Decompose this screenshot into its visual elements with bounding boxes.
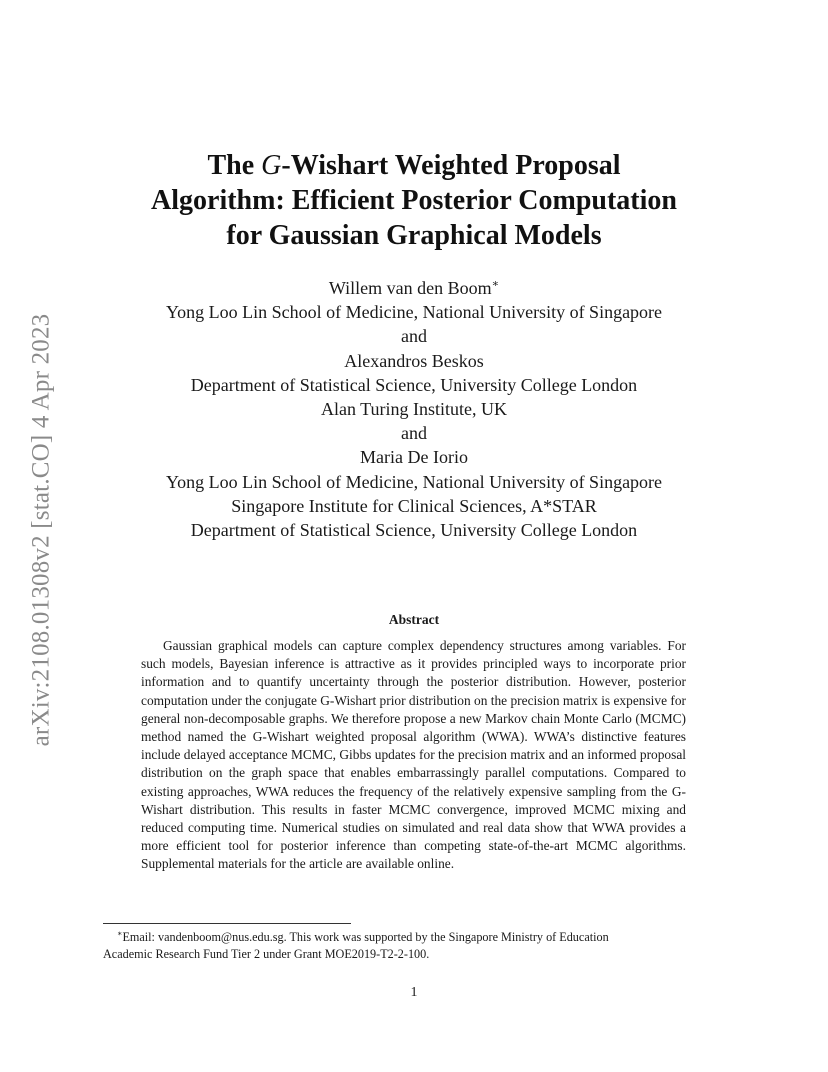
author-line: Yong Loo Lin School of Medicine, National University of Singapore xyxy=(165,302,663,323)
author-line: and xyxy=(401,423,427,444)
author-line: Alan Turing Institute, UK xyxy=(320,399,507,420)
title-italic-g: G xyxy=(261,150,282,181)
footnote-line-2: Academic Research Fund Tier 2 under Grant MOE2019-T2-2-100. xyxy=(103,946,430,961)
author-footnote-mark: ∗ xyxy=(491,278,500,290)
author-line: Singapore Institute for Clinical Sciences, A*STAR xyxy=(231,495,597,516)
footnote-rule xyxy=(103,923,351,924)
author-line: Maria De Iorio xyxy=(360,447,468,468)
arxiv-identifier-stamp xyxy=(21,290,61,770)
author-line: and xyxy=(401,326,427,347)
author-line: Yong Loo Lin School of Medicine, National University of Singapore xyxy=(165,471,663,492)
footnote-line-1: ∗Email: vandenboom@nus.edu.sg. This work was supported by the Singapore Ministry of Education xyxy=(117,929,609,945)
abstract-body xyxy=(141,637,686,874)
abstract-text: Gaussian graphical models can capture complex dependency structures among variables. For such models, Bayesian inference is attractive as it provides principled ways to incorporate prior information and to quantify uncertainty through the posterior distribution. However, posterior computation under the conjugate G-Wishart prior distribution on the precision matrix is expensive for general non-decomposable graphs. We therefore propose a new Markov chain Monte Carlo (MCMC) method named the G-Wishart weighted proposal algorithm (WWA). WWA’s distinctive features include delayed acceptance MCMC, Gibbs updates for the precision matrix and an informed proposal distribution on the graph space that enables embarrassingly parallel computations. Compared to existing approaches, WWA reduces the frequency of the relatively expensive sampling from the G-Wishart distribution. This results in faster MCMC convergence, improved MCMC mixing and reduced computing time. Numerical studies on simulated and real data show that WWA provides a more efficient tool for posterior inference than competing state-of-the-art MCMC algorithms. Supplemental materials for the article are available online. xyxy=(141,638,686,872)
paper-title xyxy=(90,148,738,253)
author-line: Department of Statistical Science, University College London xyxy=(190,520,638,541)
abstract-heading: Abstract xyxy=(388,612,440,627)
title-line-3: for Gaussian Graphical Models xyxy=(226,220,602,251)
arxiv-identifier-text: arXiv:2108.01308v2 [stat.CO] 4 Apr 2023 xyxy=(27,313,55,747)
title-line-1: The G-Wishart Weighted Proposal xyxy=(207,150,621,181)
page-number: 1 xyxy=(410,985,418,1000)
title-line-2: Algorithm: Efficient Posterior Computation xyxy=(151,185,677,216)
author-line: Alexandros Beskos xyxy=(344,350,484,371)
footnote-mark: ∗ xyxy=(117,929,123,938)
author-line: Department of Statistical Science, University College London xyxy=(190,374,638,395)
author-block xyxy=(100,272,728,542)
footnote xyxy=(103,926,728,962)
author-line: Willem van den Boom∗ xyxy=(328,278,500,298)
